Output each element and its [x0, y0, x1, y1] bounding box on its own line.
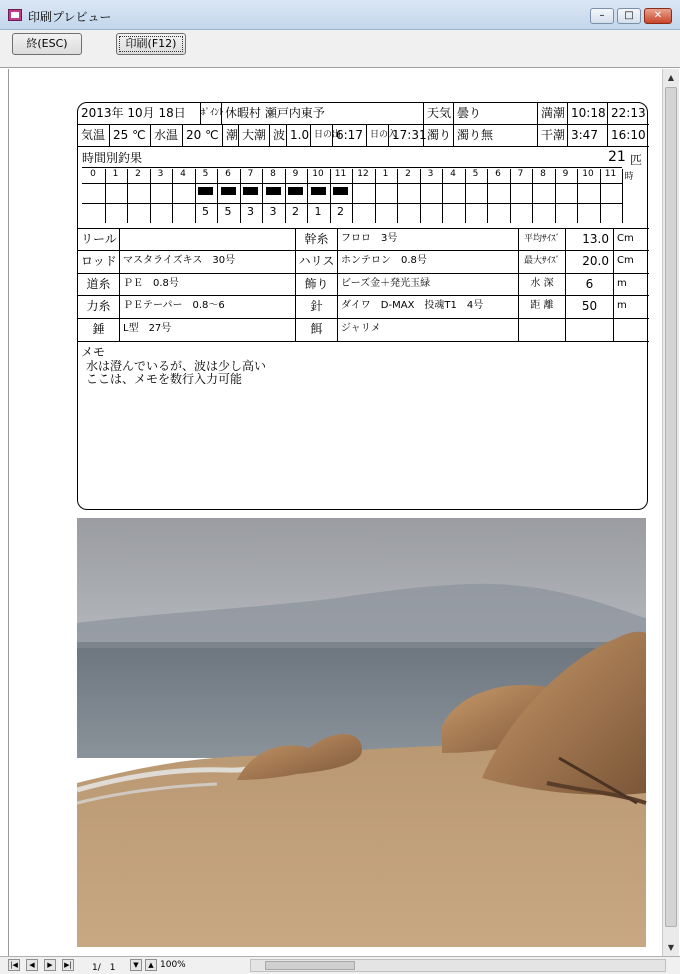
vertical-scroll-thumb[interactable]	[665, 87, 677, 927]
catch-bar	[243, 187, 258, 195]
hour-label: 7	[247, 169, 254, 179]
point-label: ﾎﾟｲﾝﾄ	[201, 103, 222, 125]
decoration-value: ビーズ金＋発光玉緑	[338, 274, 519, 296]
hour-label: 4	[180, 169, 186, 179]
hour-label: 12	[357, 169, 369, 179]
memo-line-1: 水は澄んでいるが、波は少し高い	[86, 359, 267, 373]
depth-value: 6	[566, 274, 614, 296]
report-date: 2013年 10月 18日	[78, 103, 201, 125]
power-line-value: ＰＥテーパー 0.8～6	[120, 296, 296, 319]
hourly-total-unit: 匹	[630, 153, 643, 167]
high-tide-2: 22:13	[608, 103, 649, 125]
high-tide-1: 10:18	[568, 103, 608, 125]
empty-label-cell	[519, 319, 566, 342]
main-line-label: 幹糸	[296, 229, 338, 251]
minimize-button[interactable]: –	[590, 8, 614, 24]
zoom-level: 100%	[160, 960, 186, 970]
hour-label: 1	[382, 169, 389, 179]
sinker-value: L型 27号	[120, 319, 296, 342]
beach-photo	[77, 518, 646, 947]
hour-label: 8	[270, 169, 276, 179]
water-temp-label: 水温	[151, 125, 183, 147]
high-tide-label: 満潮	[538, 103, 568, 125]
hour-suffix: 時	[624, 172, 634, 182]
empty-value-cell	[566, 319, 614, 342]
sunset-label: 日の入	[367, 125, 389, 147]
exit-button[interactable]: 終(ESC)	[12, 33, 82, 55]
hour-label: 11	[334, 169, 347, 179]
low-tide-2: 16:10	[608, 125, 649, 147]
hour-label: 4	[450, 169, 456, 179]
low-tide-label: 干潮	[538, 125, 568, 147]
catch-count: 2	[337, 205, 344, 218]
print-button[interactable]: 印刷(F12)	[116, 33, 186, 55]
hour-label: 10	[582, 169, 594, 179]
power-line-label: 力糸	[78, 296, 120, 319]
catch-count: 5	[202, 205, 209, 218]
water-temp-value: 20 ℃	[183, 125, 223, 147]
reel-label: リール	[78, 229, 120, 251]
decoration-label: 飾り	[296, 274, 338, 296]
page-indicator: 1/ 1	[92, 963, 116, 973]
hour-label: 7	[517, 169, 524, 179]
tide-label: 潮	[223, 125, 239, 147]
fishing-report-sheet	[77, 102, 648, 510]
bait-label: 餌	[296, 319, 338, 342]
sunrise-label: 日の出	[311, 125, 333, 147]
hook-label: 針	[296, 296, 338, 319]
line-label: 道糸	[78, 274, 120, 296]
zoom-in-icon[interactable]: ▲	[145, 959, 157, 971]
prev-page-icon[interactable]: ◀	[26, 959, 38, 971]
hourly-total: 21	[608, 149, 626, 165]
catch-count: 2	[292, 205, 299, 218]
harris-value: ホンテロン 0.8号	[338, 251, 519, 274]
catch-count: 5	[224, 205, 232, 218]
air-temp-label: 気温	[78, 125, 110, 147]
hour-label: 9	[292, 169, 299, 179]
wave-label: 波	[270, 125, 287, 147]
distance-label: 距 離	[519, 296, 566, 319]
app-icon	[8, 9, 22, 21]
bait-value: ジャリメ	[338, 319, 519, 342]
hourly-catch-title: 時間別釣果	[82, 151, 143, 165]
window-title: 印刷プレビュー	[28, 10, 112, 24]
memo-title: メモ	[81, 345, 106, 359]
horizontal-scrollbar[interactable]	[250, 959, 666, 972]
max-size-value: 20.0	[566, 251, 614, 274]
avg-size-unit: Cm	[614, 229, 649, 251]
max-size-unit: Cm	[614, 251, 649, 274]
catch-count: 3	[247, 205, 254, 218]
wave-value: 1.0	[287, 125, 311, 147]
hour-label: 2	[135, 169, 141, 179]
hour-label: 10	[312, 169, 324, 179]
depth-unit: m	[614, 274, 649, 296]
scroll-up-icon[interactable]: ▲	[667, 73, 675, 82]
memo-line-2: ここは、メモを数行入力可能	[86, 372, 243, 386]
hour-label: 5	[202, 169, 209, 179]
hour-label: 11	[604, 169, 617, 179]
next-page-icon[interactable]: ▶	[44, 959, 56, 971]
first-page-icon[interactable]: |◀	[8, 959, 20, 971]
weather-label: 天気	[424, 103, 454, 125]
distance-unit: m	[614, 296, 649, 319]
catch-bar	[288, 187, 303, 195]
hourly-hours-top-rule	[82, 167, 622, 168]
catch-bar	[221, 187, 236, 195]
hour-label: 6	[225, 169, 231, 179]
weather-value: 曇り	[454, 103, 538, 125]
point-value: 休暇村 瀬戸内東予	[222, 103, 424, 125]
sinker-label: 錘	[78, 319, 120, 342]
tide-value: 大潮	[239, 125, 270, 147]
hour-label: 6	[495, 169, 501, 179]
low-tide-1: 3:47	[568, 125, 608, 147]
last-page-icon[interactable]: ▶|	[62, 959, 74, 971]
rod-value: マスタライズキス 30号	[120, 251, 296, 274]
catch-bar	[333, 187, 348, 195]
catch-count: 3	[269, 205, 277, 218]
catch-bar	[198, 187, 213, 195]
vertical-scrollbar[interactable]	[662, 69, 679, 956]
hour-label: 5	[472, 169, 479, 179]
line-value: ＰＥ 0.8号	[120, 274, 296, 296]
hook-value: ダイワ D-MAX 投魂T1 4号	[338, 296, 519, 319]
depth-label: 水 深	[519, 274, 566, 296]
rod-label: ロッド	[78, 251, 120, 274]
hour-label: 3	[427, 169, 434, 179]
turbidity-value: 濁り無	[454, 125, 538, 147]
reel-value	[120, 229, 296, 251]
air-temp-value: 25 ℃	[110, 125, 151, 147]
max-size-label: 最大ｻｲｽﾞ	[519, 251, 566, 274]
catch-bar	[266, 187, 281, 195]
hour-label: 1	[112, 169, 119, 179]
hour-label: 0	[90, 169, 96, 179]
avg-size-value: 13.0	[566, 229, 614, 251]
toolbar	[0, 30, 680, 68]
title-bar	[0, 0, 680, 30]
empty-unit-cell	[614, 319, 649, 342]
beach-photo-drawing	[77, 518, 646, 947]
hour-label: 8	[540, 169, 546, 179]
hour-label: 9	[562, 169, 569, 179]
catch-count: 1	[314, 205, 322, 218]
status-bar	[0, 956, 680, 974]
horizontal-scroll-thumb[interactable]	[265, 961, 355, 970]
zoom-out-icon[interactable]: ▼	[130, 959, 142, 971]
hour-label: 2	[405, 169, 411, 179]
turbidity-label: 濁り	[424, 125, 454, 147]
scroll-down-icon[interactable]: ▼	[667, 943, 675, 952]
hour-label: 3	[157, 169, 164, 179]
harris-label: ハリス	[296, 251, 338, 274]
maximize-button[interactable]: □	[617, 8, 641, 24]
distance-value: 50	[566, 296, 614, 319]
close-button[interactable]: ✕	[644, 8, 672, 24]
avg-size-label: 平均ｻｲｽﾞ	[519, 229, 566, 251]
main-line-value: フロロ 3号	[338, 229, 519, 251]
sunset-value: 17:31	[389, 125, 424, 147]
catch-bar	[311, 187, 326, 195]
sunrise-value: 6:17	[333, 125, 367, 147]
